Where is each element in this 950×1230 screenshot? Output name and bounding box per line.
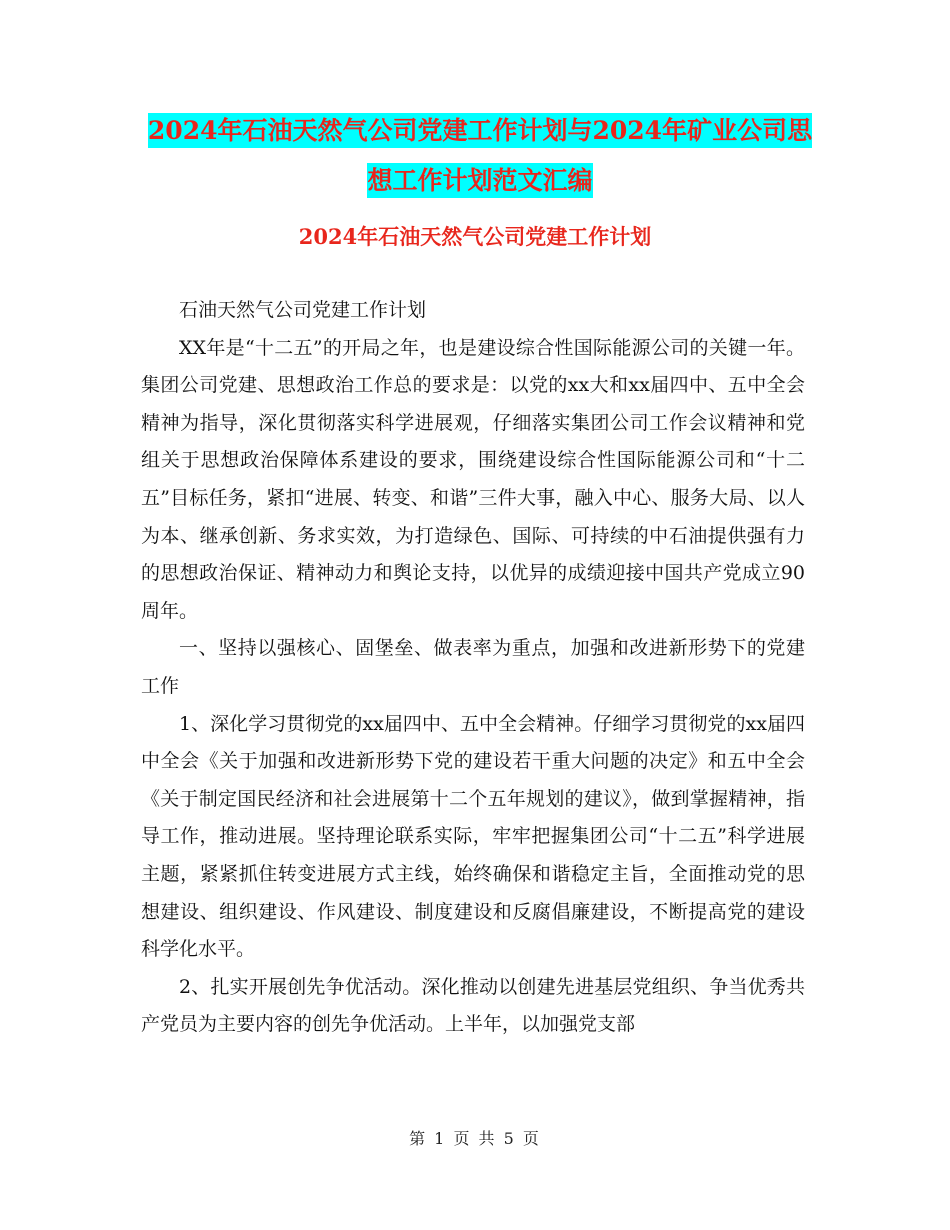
paragraph-item-two: 2、扎实开展创先争优活动。深化推动以创建先进基层党组织、争当优秀共产党员为主要内容的创先争优活动。上半年，以加强党支部: [141, 975, 805, 1036]
document-title: [140, 106, 820, 206]
paragraph-heading: 石油天然气公司党建工作计划: [179, 299, 427, 321]
paragraph-section-one: 一、坚持以强核心、固堡垒、做表率为重点，加强和改进新形势下的党建工作: [141, 637, 805, 697]
paragraph-intro: XX年是“十二五”的开局之年，也是建设综合性国际能源公司的关键一年。集团公司党建、思想政治工作总的要求是：以党的xx大和xx届四中、五中全会精神为指导，深化贯彻落实科学进展观，仔细落实集团公司工作会议精神和党组关于思想政治保障体系建设的要求，围绕建设综合性国际能源公司和“十二五”目标任务，紧扣“进展、转变、和谐”三件大事，融入中心、服务大局、以人为本、继承创新、务求实效，为打造绿色、国际、可持续的中石油提供强有力的思想政治保证、精神动力和舆论支持，以优异的成绩迎接中国共产党成立90周年。: [141, 336, 805, 622]
section-title: 2024年石油天然气公司党建工作计划: [298, 224, 652, 249]
page-footer: 第 1 页 共 5 页: [409, 1129, 541, 1148]
title-highlight: 2024年石油天然气公司党建工作计划与2024年矿业公司思想工作计划范文汇编: [148, 113, 812, 198]
document-body: [141, 292, 805, 1044]
paragraph-item-one: 1、深化学习贯彻党的xx届四中、五中全会精神。仔细学习贯彻党的xx届四中全会《关于加强和改进新形势下党的建设若干重大问题的决定》和五中全会《关于制定国民经济和社会进展第十二个五年规划的建议》，做到掌握精神，指导工作，推动进展。坚持理论联系实际，牢牢把握集团公司“十二五”科学进展主题，紧紧抓住转变进展方式主线，始终确保和谐稳定主旨，全面推动党的思想建设、组织建设、作风建设、制度建设和反腐倡廉建设，不断提高党的建设科学化水平。: [141, 712, 805, 961]
